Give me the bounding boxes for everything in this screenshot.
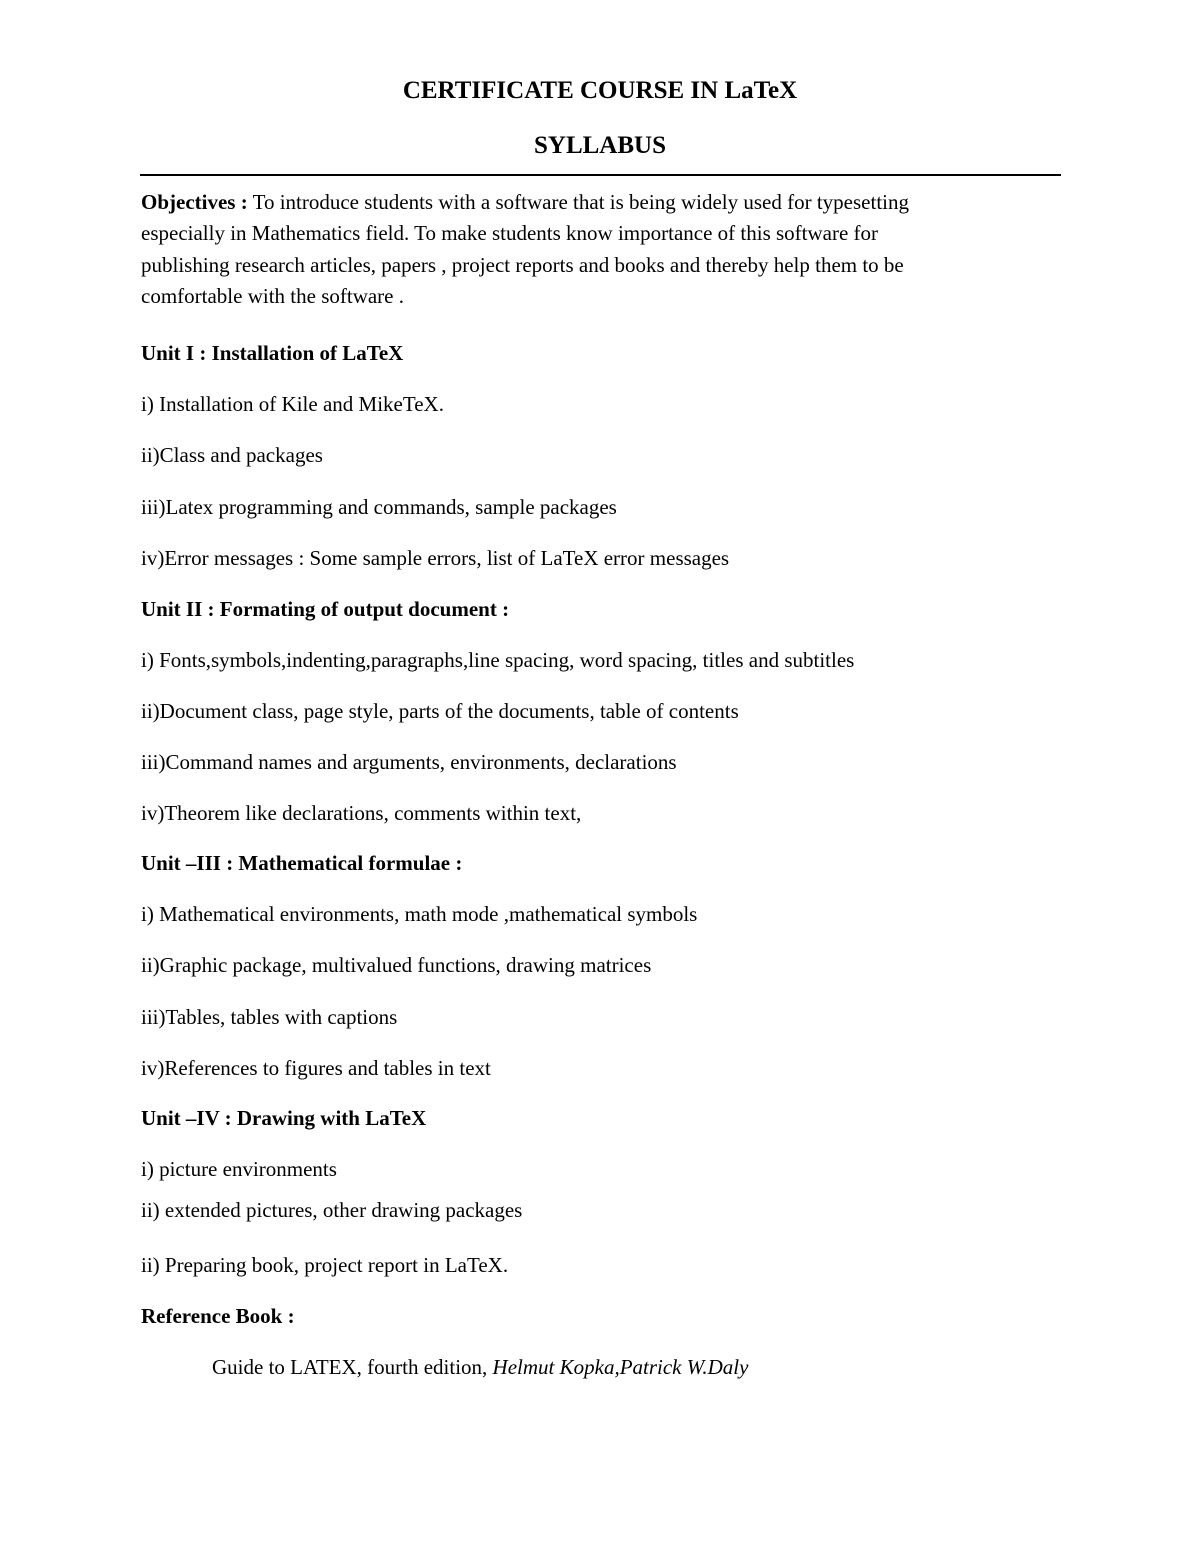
objectives-line-1 [141,189,909,215]
unit-3-item-1: i) Mathematical environments, math mode ,mathematical symbols [141,902,698,926]
unit-4-heading: Unit –IV : Drawing with LaTeX [141,1106,427,1130]
unit-4-item-3: ii) Preparing book, project report in LaTeX. [141,1253,509,1277]
unit-4-item-1: i) picture environments [141,1157,337,1181]
objectives-line-3: publishing research articles, papers , project reports and books and thereby help them to be [141,253,904,277]
reference-heading: Reference Book : [141,1304,295,1328]
reference-book-title: Guide to LATEX, fourth edition, [212,1355,493,1379]
unit-4-item-2: ii) extended pictures, other drawing packages [141,1198,523,1222]
unit-1-item-2: ii)Class and packages [141,443,323,467]
unit-1-heading: Unit I : Installation of LaTeX [141,341,404,365]
unit-3-heading: Unit –III : Mathematical formulae : [141,851,463,875]
objectives-text-1: To introduce students with a software that is being widely used for typesetting [247,190,909,214]
unit-1-item-3: iii)Latex programming and commands, sample packages [141,495,617,519]
unit-3-item-2: ii)Graphic package, multivalued functions, drawing matrices [141,953,652,977]
unit-1-item-1: i) Installation of Kile and MikeTeX. [141,392,444,416]
header-divider [140,174,1061,176]
unit-1-item-4: iv)Error messages : Some sample errors, list of LaTeX error messages [141,546,730,570]
reference-book-authors: Helmut Kopka,Patrick W.Daly [492,1355,749,1379]
unit-2-heading: Unit II : Formating of output document : [141,597,510,621]
unit-2-item-3: iii)Command names and arguments, environments, declarations [141,750,677,774]
objectives-line-2: especially in Mathematics field. To make students know importance of this software for [141,221,879,245]
document-subtitle: SYLLABUS [534,132,666,159]
document-title: CERTIFICATE COURSE IN LaTeX [402,77,798,104]
unit-2-item-2: ii)Document class, page style, parts of the documents, table of contents [141,699,739,723]
unit-3-item-4: iv)References to figures and tables in text [141,1056,491,1080]
unit-3-item-3: iii)Tables, tables with captions [141,1005,398,1029]
unit-2-item-1: i) Fonts,symbols,indenting,paragraphs,line spacing, word spacing, titles and subtitles [141,648,855,672]
reference-book [212,1354,748,1380]
objectives-line-4: comfortable with the software . [141,284,404,308]
unit-2-item-4: iv)Theorem like declarations, comments within text, [141,801,582,825]
objectives-label: Objectives : [141,190,248,214]
